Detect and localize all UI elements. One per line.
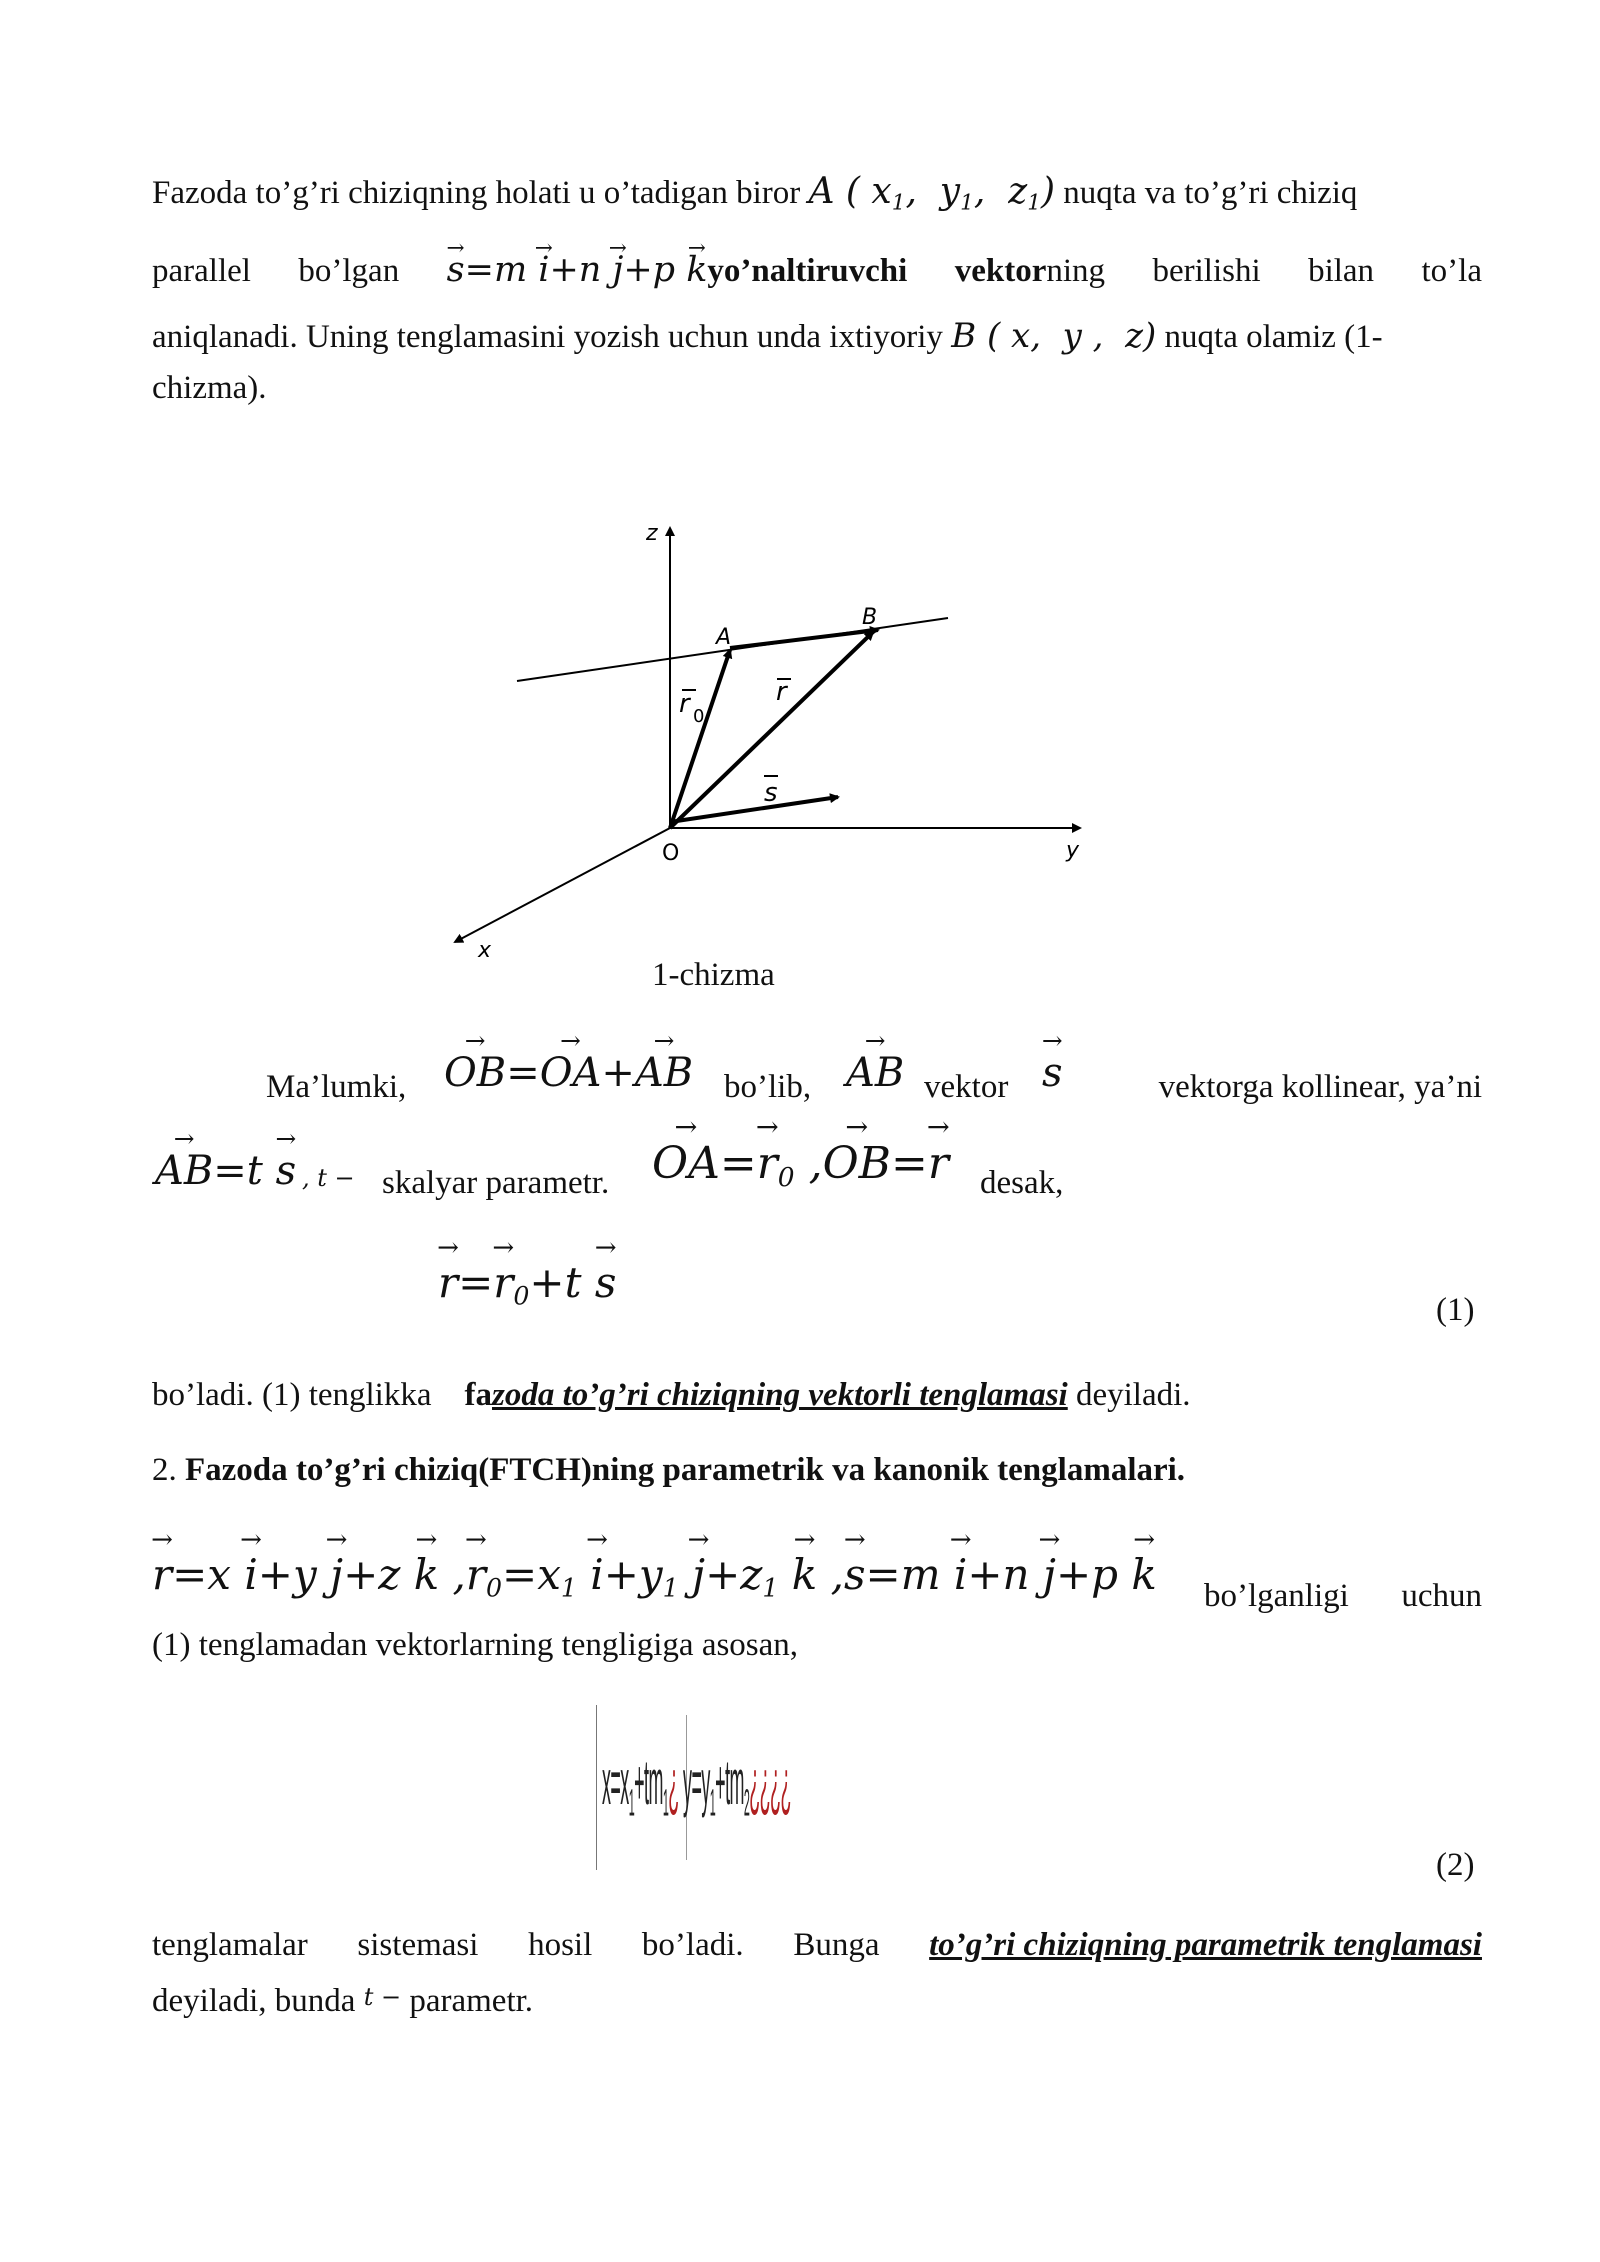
x-label: x: [478, 938, 492, 963]
para1-line1: Fazoda to’g’ri chiziqning holati u o’tadigan biror A ( $x_1$, $y_1$, $z_1$) nuqta va to’g’ri chiziq: [152, 171, 1358, 216]
para1-line2: parallel bo’lgan → s=m → i+n → j+p → kyo’naltiruvchi vektorning berilishi bilan to’la: [152, 250, 1482, 291]
equation-1: → $r=\to r_0+t \to s$: [438, 1258, 616, 1311]
equation-1-number: (1): [1436, 1292, 1475, 1328]
vektor-text: vektor: [924, 1069, 1009, 1105]
s-vector: [670, 797, 838, 822]
desak-text: desak,: [980, 1165, 1064, 1201]
ab-ts-equation: → AB=t → s: [155, 1148, 296, 1194]
point-a-label: A: [716, 625, 732, 650]
oa-ob-equation: → $OA=\to r_0$ ,→ OB=→ r: [652, 1138, 949, 1193]
y-label: y: [1066, 838, 1080, 863]
vector-s-formula: → s=m → i+n → j+p → kyo’naltiruvchi: [447, 250, 908, 291]
section-2-heading: 2. Fazoda to’g’ri chiziq(FTCH)ning parametrik va kanonik tenglamalari.: [152, 1452, 1186, 1488]
figure-caption: 1-chizma: [652, 957, 775, 993]
point-a-coords: A ( $x_1$, $y_1$, $z_1$): [808, 171, 1055, 216]
r0-label: r: [679, 689, 690, 719]
para1-line4: chizma).: [152, 370, 267, 406]
para4-line2: (1) tenglamadan vektorlarning tengligiga asosan,: [152, 1627, 799, 1663]
r-label: r: [776, 677, 787, 707]
z-label: z: [646, 521, 658, 546]
malumki-text: Ma’lumki,: [266, 1069, 407, 1105]
equation-2-system: [596, 1705, 826, 1870]
origin-label: O: [662, 841, 680, 866]
s-vector-text: → s: [1042, 1050, 1063, 1096]
figure-1-diagram: [440, 505, 1120, 965]
ob-equation: → OB=→ OA+→ AB: [444, 1050, 693, 1096]
para4-line1-end: bo’lganligi uchun: [1204, 1578, 1482, 1614]
para5-line2: deyiladi, bunda t − parametr.: [152, 1983, 534, 2019]
ab-vector: [730, 630, 878, 648]
vector-equation-term: zoda to’g’ri chiziqning vektorli tenglamasi: [492, 1377, 1068, 1413]
x-axis: [455, 828, 670, 942]
s-label: s: [764, 778, 778, 808]
para3-line: bo’ladi. (1) tenglikka fazoda to’g’ri chiziqning vektorli tenglamasi deyiladi.: [152, 1377, 1191, 1413]
equation-2-text: $x=x_1+tm_1¿$ $y=y_1+tm_2¿¿¿¿$: [602, 1746, 791, 1825]
parametric-equation-term: to’g’ri chiziqning parametrik tenglamasi: [929, 1927, 1482, 1963]
vector-decomposition-formula: → r=x → i+y → j+z → k ,→ $r_0=x_1 \to i+y_1 \to j+z_1 \to k$ ,→ s=m → i+n → j+p → k: [152, 1550, 1157, 1603]
skalyar-text: skalyar parametr.: [382, 1165, 610, 1201]
point-b-coords: B ( x, y , z): [951, 316, 1157, 356]
para1-line3: aniqlanadi. Uning tenglamasini yozish uchun unda ixtiyoriy B ( x, y , z) nuqta olamiz (1-: [152, 316, 1383, 356]
kollinear-text: vektorga kollinear, ya’ni: [1158, 1069, 1482, 1105]
t-param-label: , t −: [302, 1164, 355, 1192]
point-b-label: B: [862, 605, 878, 630]
equation-2-number: (2): [1436, 1847, 1475, 1883]
para5-line1: tenglamalar sistemasi hosil bo’ladi. Bunga to’g’ri chiziqning parametrik tenglamasi: [152, 1927, 1482, 1963]
r0-subscript: 0: [693, 706, 705, 727]
ab-vector-text: → AB: [846, 1050, 904, 1096]
bolib-text: bo’lib,: [724, 1069, 812, 1105]
